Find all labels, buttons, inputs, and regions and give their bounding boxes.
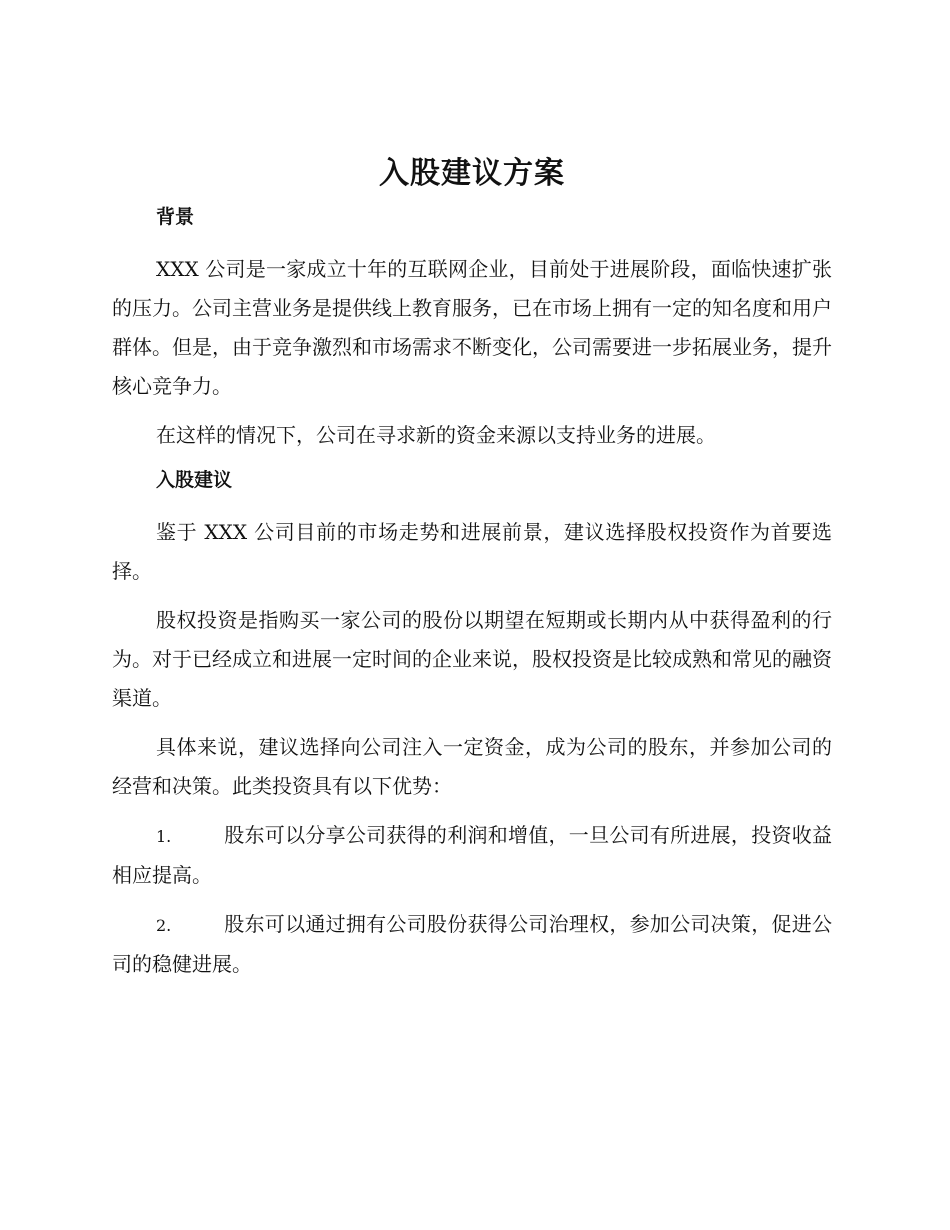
- list-number: 1.: [156, 827, 172, 846]
- list-item-text: 股东可以分享公司获得的利润和增值，一旦公司有所进展，投资收益相应提高。: [112, 823, 832, 887]
- section-heading-suggestion: 入股建议: [156, 469, 233, 491]
- list-item-text: 股东可以通过拥有公司股份获得公司治理权，参加公司决策，促进公司的稳健进展。: [112, 912, 832, 976]
- paragraph-suggestion-2: 股权投资是指购买一家公司的股份以期望在短期或长期内从中获得盈利的行为。对于已经成立和进展一定时间的企业来说，股权投资是比较成熟和常见的融资渠道。: [112, 608, 832, 710]
- document-title: 入股建议方案: [379, 156, 565, 191]
- document-page: [112, 148, 832, 994]
- paragraph-background-2: 在这样的情况下，公司在寻求新的资金来源以支持业务的进展。: [156, 423, 716, 447]
- paragraph-suggestion-3: 具体来说，建议选择向公司注入一定资金，成为公司的股东，并参加公司的经营和决策。此类投资具有以下优势：: [112, 735, 832, 798]
- list-number: 2.: [156, 916, 172, 935]
- paragraph-suggestion-1: 鉴于 XXX 公司目前的市场走势和进展前景，建议选择股权投资作为首要选择。: [112, 520, 832, 583]
- list-item: [112, 816, 832, 895]
- paragraph-background-1: XXX 公司是一家成立十年的互联网企业，目前处于进展阶段，面临快速扩张的压力。公司主营业务是提供线上教育服务，已在市场上拥有一定的知名度和用户群体。但是，由于竞争激烈和市场需求不断变化，公司需要进一步拓展业务，提升核心竞争力。: [112, 257, 832, 398]
- list-item: [112, 905, 832, 984]
- section-heading-background: 背景: [156, 206, 195, 228]
